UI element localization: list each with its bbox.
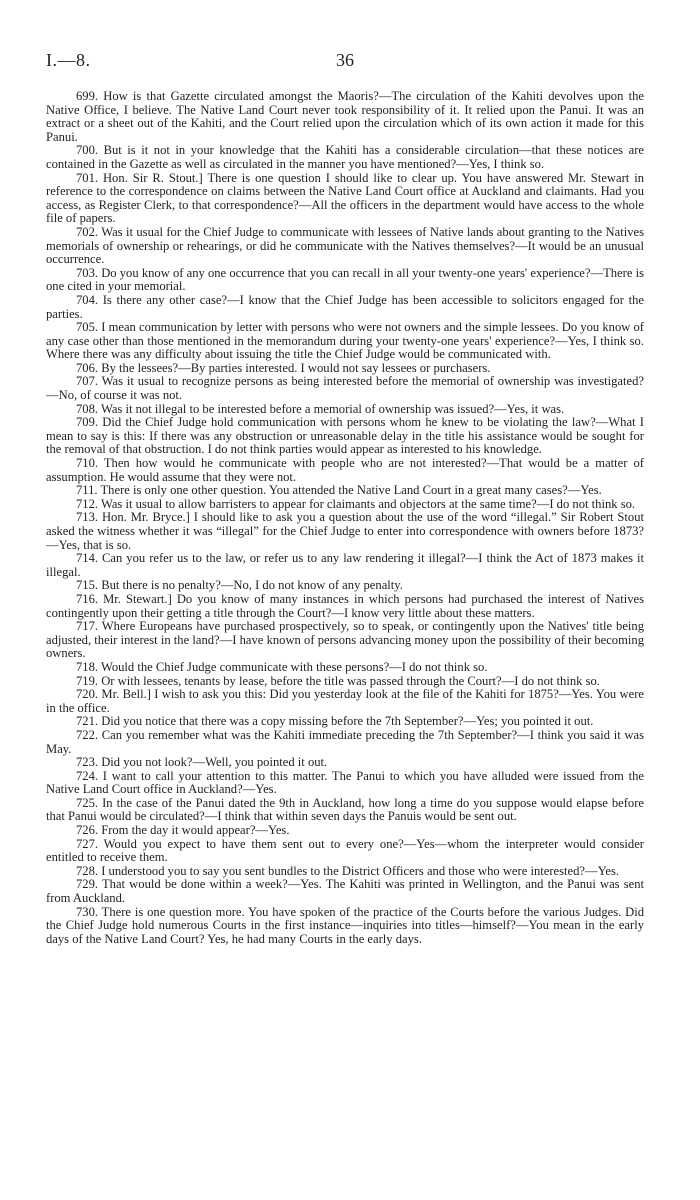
evidence-paragraph: 702. Was it usual for the Chief Judge to communicate with lessees of Native lands about granting to the Natives memorials of ownership or rehearings, or did he communicate with the Natives themselves?—It would be an unusual occurrence. <box>46 224 644 267</box>
evidence-paragraph: 711. There is only one other question. You attended the Native Land Court in a great many cases?—Yes. <box>76 483 602 498</box>
evidence-paragraph: 712. Was it usual to allow barristers to appear for claimants and objectors at the same time?—I do not think so. <box>76 496 636 511</box>
evidence-paragraph: 705. I mean communication by letter with persons who were not owners and the simple lessees. Do you know of any case other than those mentioned in the memorandum during your twenty-one years' experience?—Yes, I think so. Where there was any difficulty about issuing the title the Chief Judge would be communicated with. <box>46 320 644 362</box>
evidence-paragraph: 728. I understood you to say you sent bundles to the District Officers and those who were interested?—Yes. <box>76 863 620 878</box>
evidence-paragraph: 704. Is there any other case?—I know that the Chief Judge has been accessible to solicitors engaged for the parties. <box>46 292 644 321</box>
evidence-paragraph: 721. Did you notice that there was a copy missing before the 7th September?—Yes; you pointed it out. <box>76 714 594 729</box>
evidence-paragraph: 727. Would you expect to have them sent out to every one?—Yes—whom the interpreter would consider entitled to receive them. <box>46 836 644 865</box>
evidence-body <box>46 90 644 946</box>
page-number: 36 <box>336 50 354 70</box>
evidence-paragraph: 707. Was it usual to recognize persons as being interested before the memorial of ownership was investigated?—No, of course it was not. <box>46 374 644 403</box>
evidence-paragraph: 722. Can you remember what was the Kahiti immediate preceding the 7th September?—I think you said it was May. <box>46 727 644 756</box>
evidence-paragraph: 730. There is one question more. You have spoken of the practice of the Courts before the various Judges. Did the Chief Judge hold numerous Courts in the first instance—inquiries into titles—himself?—You mean in the early days of the Native Land Court? Yes, he had many Courts in the early days. <box>46 904 644 946</box>
evidence-paragraph: 729. That would be done within a week?—Yes. The Kahiti was printed in Wellington, and the Panui was sent from Auckland. <box>46 877 644 906</box>
evidence-paragraph: 703. Do you know of any one occurrence that you can recall in all your twenty-one years' experience?—There is one cited in your memorial. <box>46 265 644 294</box>
evidence-paragraph: 708. Was it not illegal to be interested before a memorial of ownership was issued?—Yes, it was. <box>76 401 565 416</box>
evidence-paragraph: 719. Or with lessees, tenants by lease, before the title was passed through the Court?—I do not think so. <box>76 673 600 688</box>
evidence-paragraph: 710. Then how would he communicate with people who are not interested?—That would be a matter of assumption. He would assume that they were not. <box>46 456 644 484</box>
evidence-paragraph: 718. Would the Chief Judge communicate with these persons?—I do not think so. <box>76 659 488 674</box>
evidence-paragraph: 716. Mr. Stewart.] Do you know of many instances in which persons had purchased the interest of Natives contingently upon their getting a title through the Court?—I know very little about these matters. <box>46 591 644 620</box>
evidence-paragraph: 700. But is it not in your knowledge that the Kahiti has a considerable circulation—that these notices are contained in the Gazette as well as circulated in the manner you have mentioned?—Yes, I think so. <box>46 143 644 171</box>
evidence-paragraph: 701. Hon. Sir R. Stout.] There is one question I should like to clear up. You have answered Mr. Stewart in reference to the correspondence on claims between the Native Land Court office at Auckland and claimants. Had you access, as Register Clerk, to that correspondence?—All the officers in the department would have access to the whole file of papers. <box>46 170 644 226</box>
evidence-paragraph: 726. From the day it would appear?—Yes. <box>76 823 290 838</box>
evidence-paragraph: 706. By the lessees?—By parties interested. I would not say lessees or purchasers. <box>76 360 491 375</box>
evidence-paragraph: 709. Did the Chief Judge hold communication with persons whom he knew to be violating the law?—What I mean to say is this: If there was any obstruction or unreasonable delay in the title his assistance would be sought for the removal of that obstruction. I do not think parties would appear as interested to his knowledge. <box>46 415 644 457</box>
evidence-paragraph: 714. Can you refer us to the law, or refer us to any law rendering it illegal?—I think the Act of 1873 makes it illegal. <box>46 551 644 579</box>
evidence-paragraph: 723. Did you not look?—Well, you pointed it out. <box>76 755 328 770</box>
evidence-paragraph: 699. How is that Gazette circulated amongst the Maoris?—The circulation of the Kahiti devolves upon the Native Office, I believe. The Native Land Court never took responsibility of it. It relied upon the Panui. It was an extract or a sheet out of the Kahiti, and the Court relied upon the circulation which of its own action it made for this Panui. <box>46 89 644 144</box>
evidence-paragraph: 725. In the case of the Panui dated the 9th in Auckland, how long a time do you suppose would elapse before that Panui would be circulated?—I think that within seven days the Panuis would be sent out. <box>46 795 644 824</box>
page-header <box>46 50 644 90</box>
evidence-paragraph: 715. But there is no penalty?—No, I do not know of any penalty. <box>76 578 403 593</box>
evidence-paragraph: 720. Mr. Bell.] I wish to ask you this: Did you yesterday look at the file of the Kahiti for 1875?—Yes. You were in the office. <box>46 687 644 715</box>
evidence-paragraph: 713. Hon. Mr. Bryce.] I should like to ask you a question about the use of the word “illegal.” Sir Robert Stout asked the witness whether it was “illegal” for the Chief Judge to enter into correspondence with owners before 1873?—Yes, that is so. <box>46 510 644 552</box>
evidence-paragraph: 724. I want to call your attention to this matter. The Panui to which you have alluded were issued from the Native Land Court office in Auckland?—Yes. <box>46 768 644 797</box>
sessional-paper-reference: I.—8. <box>46 50 91 70</box>
evidence-paragraph: 717. Where Europeans have purchased prospectively, so to speak, or contingently upon the Natives' title being adjusted, their interest in the land?—I have known of persons advancing money upon the possibility of their becoming owners. <box>46 619 644 661</box>
